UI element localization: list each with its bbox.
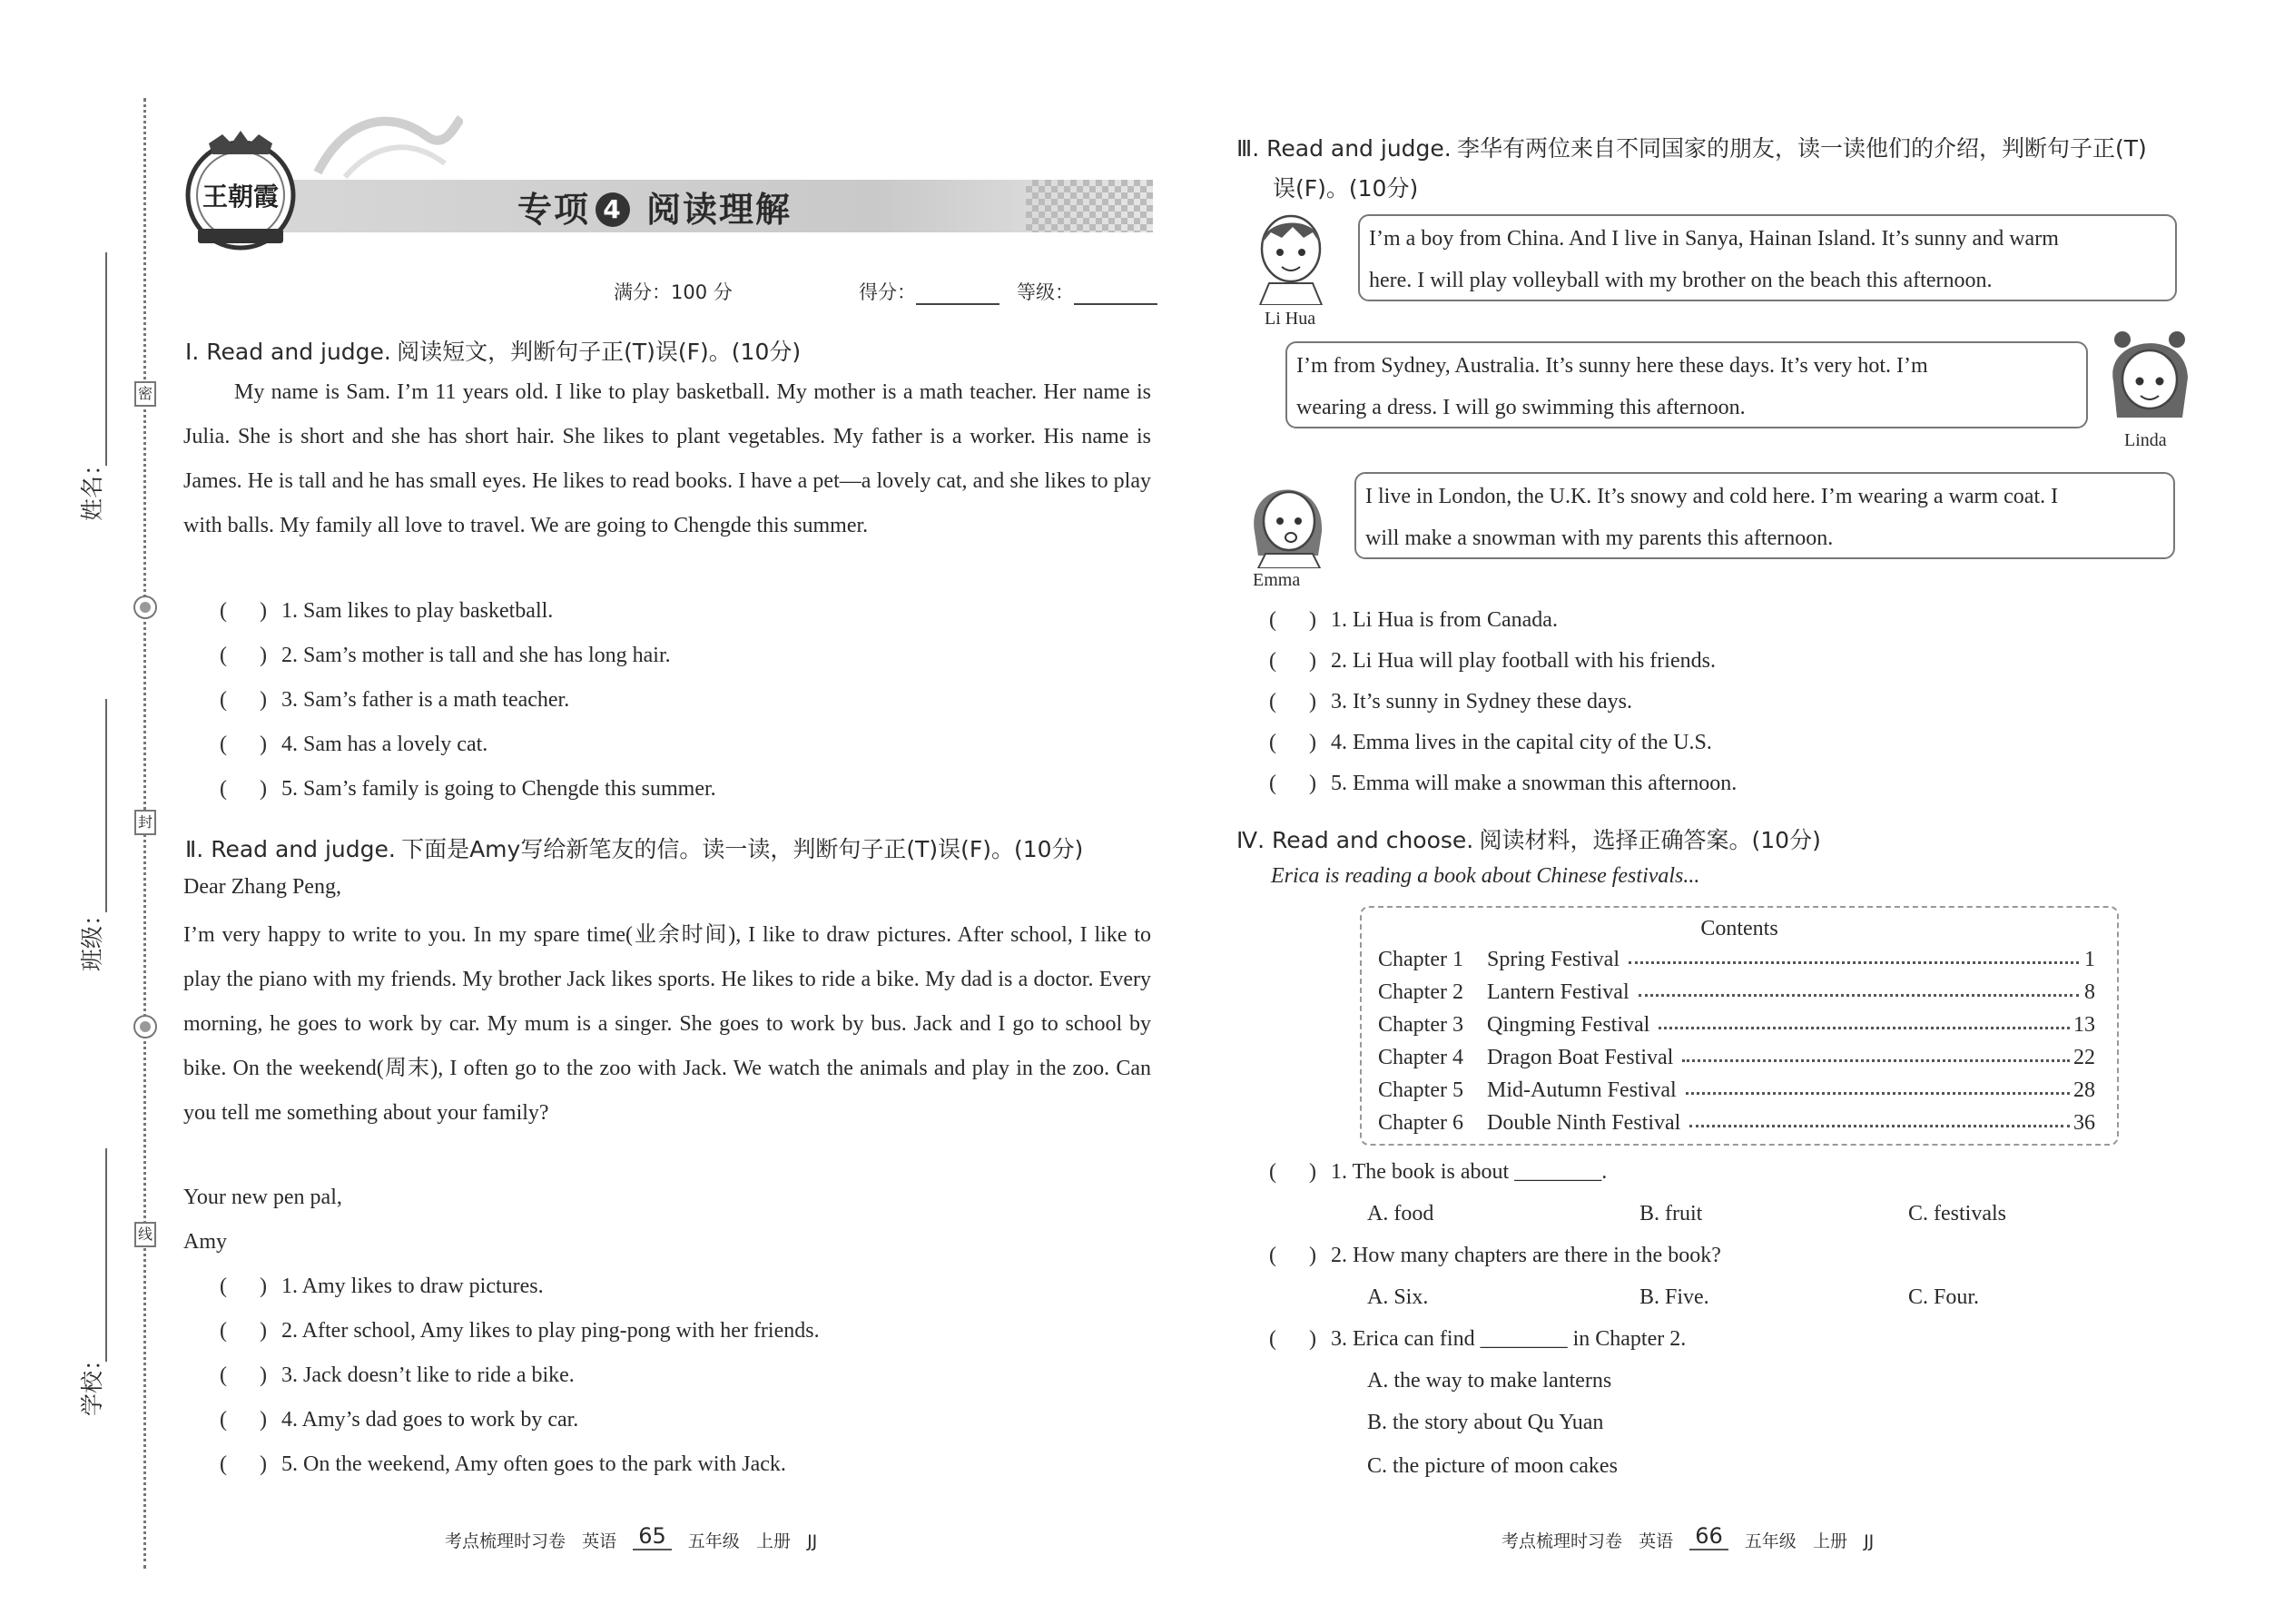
footer-volume: 上册	[755, 1531, 791, 1551]
footer-book: 考点梳理时习卷	[1501, 1531, 1623, 1551]
class-label: 班级：	[81, 902, 105, 971]
s1-question-1: ( ) 1. Sam likes to play basketball.	[220, 599, 554, 623]
linda-avatar	[2104, 327, 2195, 427]
section-3-heading-zh: 李华有两位来自不同国家的朋友，读一读他们的介绍，判断句子正(T)	[1456, 135, 2147, 162]
letter-signature: Amy	[183, 1230, 227, 1254]
logo-text: 王朝霞	[202, 182, 280, 212]
score-field[interactable]	[859, 278, 999, 305]
s4-q3-option-a: A. the way to make lanterns	[1367, 1369, 1612, 1393]
s4-q3-option-b: B. the story about Qu Yuan	[1367, 1411, 1604, 1434]
section-4-heading-en: Ⅳ. Read and choose.	[1236, 827, 1474, 853]
letter-body: I’m very happy to write to you. In my spare time(业余时间), I like to draw pictures. After school, I like to play the piano with my friends. My brother Jack likes sports. He likes to ride a bike. My dad is a doctor. Every morning, he goes to work by car. My mum is a singer. She goes to work by bus. Jack and I go to school by bike. On the weekend(周末), I often go to the zoo with Jack. We watch the animals and play in the zoo. Can you tell me something about your family?	[183, 923, 1151, 1125]
school-label: 学校：	[81, 1347, 105, 1416]
footer-grade: 五年级	[1744, 1531, 1797, 1551]
footer-edition: JJ	[1864, 1531, 1875, 1551]
binding-hole	[133, 1015, 157, 1038]
s4-q2-option-c: C. Four.	[1908, 1285, 1980, 1309]
s3-question-4: ( ) 4. Emma lives in the capital city of the U.S.	[1269, 731, 1712, 754]
s2-question-2: ( ) 2. After school, Amy likes to play ping-pong with her friends.	[220, 1319, 820, 1343]
contents-row: Chapter 3 Qingming Festival 13	[1378, 1013, 2095, 1037]
left-footer	[445, 1523, 818, 1554]
s1-question-5: ( ) 5. Sam’s family is going to Chengde this summer.	[220, 777, 716, 801]
footer-edition: JJ	[807, 1531, 818, 1551]
emma-speech-bubble	[1354, 472, 2175, 559]
s2-question-4: ( ) 4. Amy’s dad goes to work by car.	[220, 1408, 579, 1432]
contents-row: Chapter 5 Mid-Autumn Festival 28	[1378, 1078, 2095, 1102]
grade-field[interactable]	[1017, 278, 1157, 305]
title-main: 阅读理解	[646, 190, 793, 230]
contents-box	[1360, 906, 2119, 1146]
s3-question-2: ( ) 2. Li Hua will play football with his friends.	[1269, 649, 1716, 673]
li-hua-line-1: I’m a boy from China. And I live in Sanya, Hainan Island. It’s sunny and warm	[1369, 227, 2059, 251]
s1-question-3: ( ) 3. Sam’s father is a math teacher.	[220, 688, 570, 712]
s3-question-5: ( ) 5. Emma will make a snowman this afternoon.	[1269, 772, 1738, 795]
s2-question-1: ( ) 1. Amy likes to draw pictures.	[220, 1275, 544, 1298]
section-4-heading-zh: 阅读材料，选择正确答案。(10分)	[1479, 827, 1821, 853]
letter-closing: Your new pen pal,	[183, 1186, 342, 1209]
s3-question-1: ( ) 1. Li Hua is from Canada.	[1269, 608, 1558, 632]
s4-question-3: ( ) 3. Erica can find ________ in Chapter 2.	[1269, 1327, 1687, 1351]
s4-q1-option-a: A. food	[1367, 1202, 1434, 1225]
right-footer	[1501, 1523, 1875, 1554]
li-hua-line-2: here. I will play volleyball with my brother on the beach this afternoon.	[1369, 269, 1993, 292]
footer-grade: 五年级	[687, 1531, 740, 1551]
page-number: 65	[633, 1523, 672, 1550]
brand-logo	[182, 127, 300, 254]
linda-line-1: I’m from Sydney, Australia. It’s sunny here these days. It’s very hot. I’m	[1296, 354, 1928, 378]
title-number-badge: 4	[596, 192, 630, 227]
li-hua-avatar	[1249, 207, 1333, 305]
section-2-heading-en: Ⅱ. Read and judge.	[185, 836, 396, 862]
section-4-heading	[1236, 822, 1821, 855]
section-1-passage: My name is Sam. I’m 11 years old. I like to play basketball. My mother is a math teacher. Her name is Julia. She is short and she has short hair. She likes to plant vegetables. My father is a worker. His name is James. He is tall and he has small eyes. He likes to read books. I have a pet—a lovely cat, and she likes to play with balls. My family all love to travel. We are going to Chengde this summer.	[183, 380, 1151, 537]
section-3-heading	[1236, 131, 2147, 163]
section-2-heading-zh: 下面是Amy写给新笔友的信。读一读，判断句子正(T)误(F)。(10分)	[401, 836, 1084, 862]
contents-row: Chapter 6 Double Ninth Festival 36	[1378, 1111, 2095, 1135]
page-number: 66	[1689, 1523, 1728, 1550]
seal-char-xian: 线	[134, 1222, 156, 1247]
contents-title: Contents	[1700, 917, 1778, 940]
section-3-heading-en: Ⅲ. Read and judge.	[1236, 135, 1452, 162]
section-1-heading	[185, 334, 801, 367]
class-write-line	[105, 699, 107, 912]
s4-question-2: ( ) 2. How many chapters are there in the book?	[1269, 1244, 1721, 1267]
section-1-heading-zh: 阅读短文，判断句子正(T)误(F)。(10分)	[397, 339, 802, 365]
score-blank[interactable]	[916, 303, 999, 305]
school-write-line	[105, 1148, 107, 1362]
linda-line-2: wearing a dress. I will go swimming this afternoon.	[1296, 396, 1746, 419]
emma-line-2: will make a snowman with my parents this afternoon.	[1365, 527, 1834, 550]
s2-question-3: ( ) 3. Jack doesn’t like to ride a bike.	[220, 1363, 575, 1387]
binding-hole	[133, 595, 157, 619]
letter-greeting: Dear Zhang Peng,	[183, 875, 341, 899]
li-hua-speech-bubble	[1358, 214, 2177, 301]
page-title	[517, 182, 792, 231]
s3-question-3: ( ) 3. It’s sunny in Sydney these days.	[1269, 690, 1632, 714]
s2-question-5: ( ) 5. On the weekend, Amy often goes to the park with Jack.	[220, 1452, 786, 1476]
section-3-heading-zh-line2: 误(F)。(10分)	[1273, 175, 1419, 202]
score-label: 得分：	[859, 281, 916, 303]
linda-speech-bubble	[1285, 341, 2088, 428]
contents-row: Chapter 1 Spring Festival 1	[1378, 948, 2095, 971]
footer-subject: 英语	[582, 1531, 617, 1551]
ribbon-decoration	[309, 109, 463, 182]
s4-q2-option-a: A. Six.	[1367, 1285, 1429, 1309]
emma-avatar	[1242, 468, 1333, 568]
seal-char-mi: 密	[134, 381, 156, 407]
s1-question-2: ( ) 2. Sam’s mother is tall and she has long hair.	[220, 644, 671, 667]
s1-question-4: ( ) 4. Sam has a lovely cat.	[220, 733, 488, 756]
full-score: 满分：100 分	[614, 281, 733, 303]
title-prefix: 专项	[517, 190, 591, 230]
section-2-heading	[185, 832, 1083, 864]
name-write-line	[105, 252, 107, 466]
footer-subject: 英语	[1639, 1531, 1674, 1551]
grade-blank[interactable]	[1074, 303, 1157, 305]
s4-q3-option-c: C. the picture of moon cakes	[1367, 1454, 1618, 1478]
linda-name: Linda	[2124, 430, 2167, 450]
li-hua-name: Li Hua	[1265, 309, 1316, 329]
seal-char-feng: 封	[134, 810, 156, 835]
section-4-intro: Erica is reading a book about Chinese festivals...	[1271, 864, 1700, 888]
emma-name: Emma	[1253, 570, 1301, 590]
contents-row: Chapter 4 Dragon Boat Festival 22	[1378, 1046, 2095, 1069]
s4-q1-option-c: C. festivals	[1908, 1202, 2006, 1225]
s4-question-1: ( ) 1. The book is about ________.	[1269, 1160, 1608, 1184]
section-1-heading-en: Ⅰ. Read and judge.	[185, 339, 391, 365]
s4-q2-option-b: B. Five.	[1639, 1285, 1709, 1309]
banner-checker-pattern	[1026, 180, 1153, 232]
name-label: 姓名：	[81, 452, 105, 521]
emma-line-1: I live in London, the U.K. It’s snowy and cold here. I’m wearing a warm coat. I	[1365, 485, 2059, 508]
footer-book: 考点梳理时习卷	[445, 1531, 566, 1551]
footer-volume: 上册	[1812, 1531, 1847, 1551]
contents-row: Chapter 2 Lantern Festival 8	[1378, 980, 2095, 1004]
s4-q1-option-b: B. fruit	[1639, 1202, 1703, 1225]
grade-label: 等级：	[1017, 281, 1074, 303]
